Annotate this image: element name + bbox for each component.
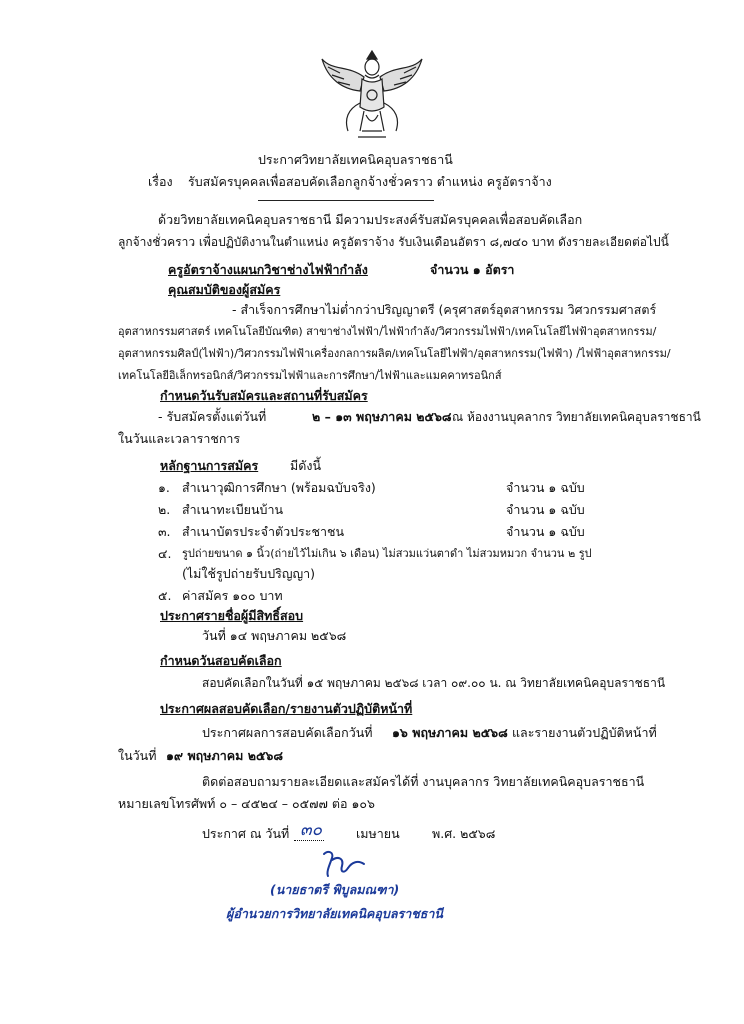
signer-name: (นายธาตรี พิบูลมณฑา) [270,882,400,897]
application-line-prefix: - รับสมัครตั้งแต่วันที่ [158,409,267,424]
exam-text: สอบคัดเลือกในวันที่ ๑๕ พฤษภาคม ๒๕๖๘ เวลา ๐๙.๐๐ น. ณ วิทยาลัยเทคนิคอุบลราชธานี [202,676,666,690]
contact-line-1: ติดต่อสอบถามรายละเอียดและสมัครได้ที่ งานบุคลากร วิทยาลัยเทคนิคอุบลราชธานี [202,774,645,789]
qualification-line-4: เทคโนโลยีอิเล็กทรอนิกส์/วิศวกรรมไฟฟ้าและการศึกษา/ไฟฟ้าและแมคคาทรอนิกส์ [118,369,502,382]
evidence-item-text: (ไม่ใช้รูปถ่ายรับปริญญา) [182,566,316,581]
results-announce-date: ๑๖ พฤษภาคม ๒๕๖๘ [392,725,508,740]
evidence-item-text: สำเนาบัตรประจำตัวประชาชน [182,524,344,539]
results-line-1-prefix: ประกาศผลการสอบคัดเลือกวันที่ [202,725,373,740]
results-report-date: ๑๙ พฤษภาคม ๒๕๖๘ [166,748,283,763]
eligible-heading: ประกาศรายชื่อผู้มีสิทธิ์สอบ [160,608,304,623]
org-title: ประกาศวิทยาลัยเทคนิคอุบลราชธานี [258,152,453,167]
evidence-heading-suffix: มีดังนี้ [290,458,322,473]
evidence-item-text: สำเนาวุฒิการศึกษา (พร้อมฉบับจริง) [182,480,376,495]
exam-heading: กำหนดวันสอบคัดเลือก [160,653,282,668]
announced-day: ๓๐ [300,820,322,840]
position-title: ครูอัตราจ้างแผนกวิชาช่างไฟฟ้ากำลัง [168,262,368,277]
evidence-heading: หลักฐานการสมัคร [160,458,259,473]
qualification-line-2: อุตสาหกรรมศาสตร์ เทคโนโลยีบัณฑิต) สาขาช่างไฟฟ้า/ไฟฟ้ากำลัง/วิศวกรรมไฟฟ้า/เทคโนโลยีไฟฟ้าอุตสาหกรรม/ [118,325,657,338]
intro-line-2: ลูกจ้างชั่วคราว เพื่อปฏิบัติงานในตำแหน่ง ครูอัตราจ้าง รับเงินเดือนอัตรา ๘,๗๔๐ บาท ดังรายละเอียดต่อไปนี้ [118,235,669,249]
results-line-2-prefix: ในวันที่ [118,748,157,763]
evidence-item-text: ค่าสมัคร ๑๐๐ บาท [182,588,283,603]
evidence-item-qty: จำนวน ๑ ฉบับ [506,480,585,495]
announced-month: เมษายน [356,826,400,841]
results-heading: ประกาศผลสอบคัดเลือก/รายงานตัวปฏิบัติหน้าที่ [160,701,413,716]
evidence-item-qty: จำนวน ๑ ฉบับ [506,524,585,539]
garuda-emblem-icon [318,45,426,145]
application-line-2: ในวันและเวลาราชการ [118,431,241,446]
day-dotted-line [294,840,324,841]
qualification-line-3: อุตสาหกรรมศิลป์(ไฟฟ้า)/วิศวกรรมไฟฟ้าเครื่องกลการผลิต/เทคโนโลยีไฟฟ้า/อุตสาหกรรม(ไฟฟ้า) /ไฟฟ้าอุตสาหกรรม/ [118,347,671,360]
signer-title: ผู้อำนวยการวิทยาลัยเทคนิคอุบลราชธานี [226,906,443,921]
evidence-item-text: รูปถ่ายขนาด ๑ นิ้ว(ถ่ายไว้ไม่เกิน ๖ เดือน) ไม่สวมแว่นตาดำ ไม่สวมหมวก จำนวน ๒ รูป [182,547,592,560]
signature-icon [318,848,370,880]
qualifications-heading: คุณสมบัติของผู้สมัคร [168,282,281,297]
application-heading: กำหนดวันรับสมัครและสถานที่รับสมัคร [160,388,368,403]
application-dates: ๒ – ๑๓ พฤษภาคม ๒๕๖๘ [312,409,452,424]
qualification-line-1: - สำเร็จการศึกษาไม่ต่ำกว่าปริญญาตรี (ครุศาสตร์อุตสาหกรรม วิศวกรรมศาสตร์ [232,302,657,317]
intro-line-1: ด้วยวิทยาลัยเทคนิคอุบลราชธานี มีความประสงค์รับสมัครบุคคลเพื่อสอบคัดเลือก [158,212,583,227]
results-line-1-suffix: และรายงานตัวปฏิบัติหน้าที่ [512,725,657,740]
announced-year: พ.ศ. ๒๕๖๘ [432,826,496,841]
evidence-item-number: ๒. [158,502,171,517]
subject-label: เรื่อง [148,174,173,189]
evidence-item-number: ๓. [158,524,171,539]
application-location: ณ ห้องงานบุคลากร วิทยาลัยเทคนิคอุบลราชธานี [452,410,701,424]
evidence-item-number: ๑. [158,480,170,495]
eligible-date: วันที่ ๑๔ พฤษภาคม ๒๕๖๘ [202,628,347,643]
subject-text: รับสมัครบุคคลเพื่อสอบคัดเลือกลูกจ้างชั่วคราว ตำแหน่ง ครูอัตราจ้าง [188,174,552,189]
evidence-item-number: ๔. [158,546,172,561]
position-count: จำนวน ๑ อัตรา [430,262,515,277]
contact-phone: หมายเลขโทรศัพท์ ๐ – ๔๕๒๔ – ๐๕๗๗ ต่อ ๑๐๖ [118,796,375,811]
evidence-item-qty: จำนวน ๑ ฉบับ [506,502,585,517]
header-divider [258,200,434,201]
evidence-item-text: สำเนาทะเบียนบ้าน [182,502,284,517]
evidence-item-number: ๕. [158,588,172,603]
announced-prefix: ประกาศ ณ วันที่ [202,826,290,841]
